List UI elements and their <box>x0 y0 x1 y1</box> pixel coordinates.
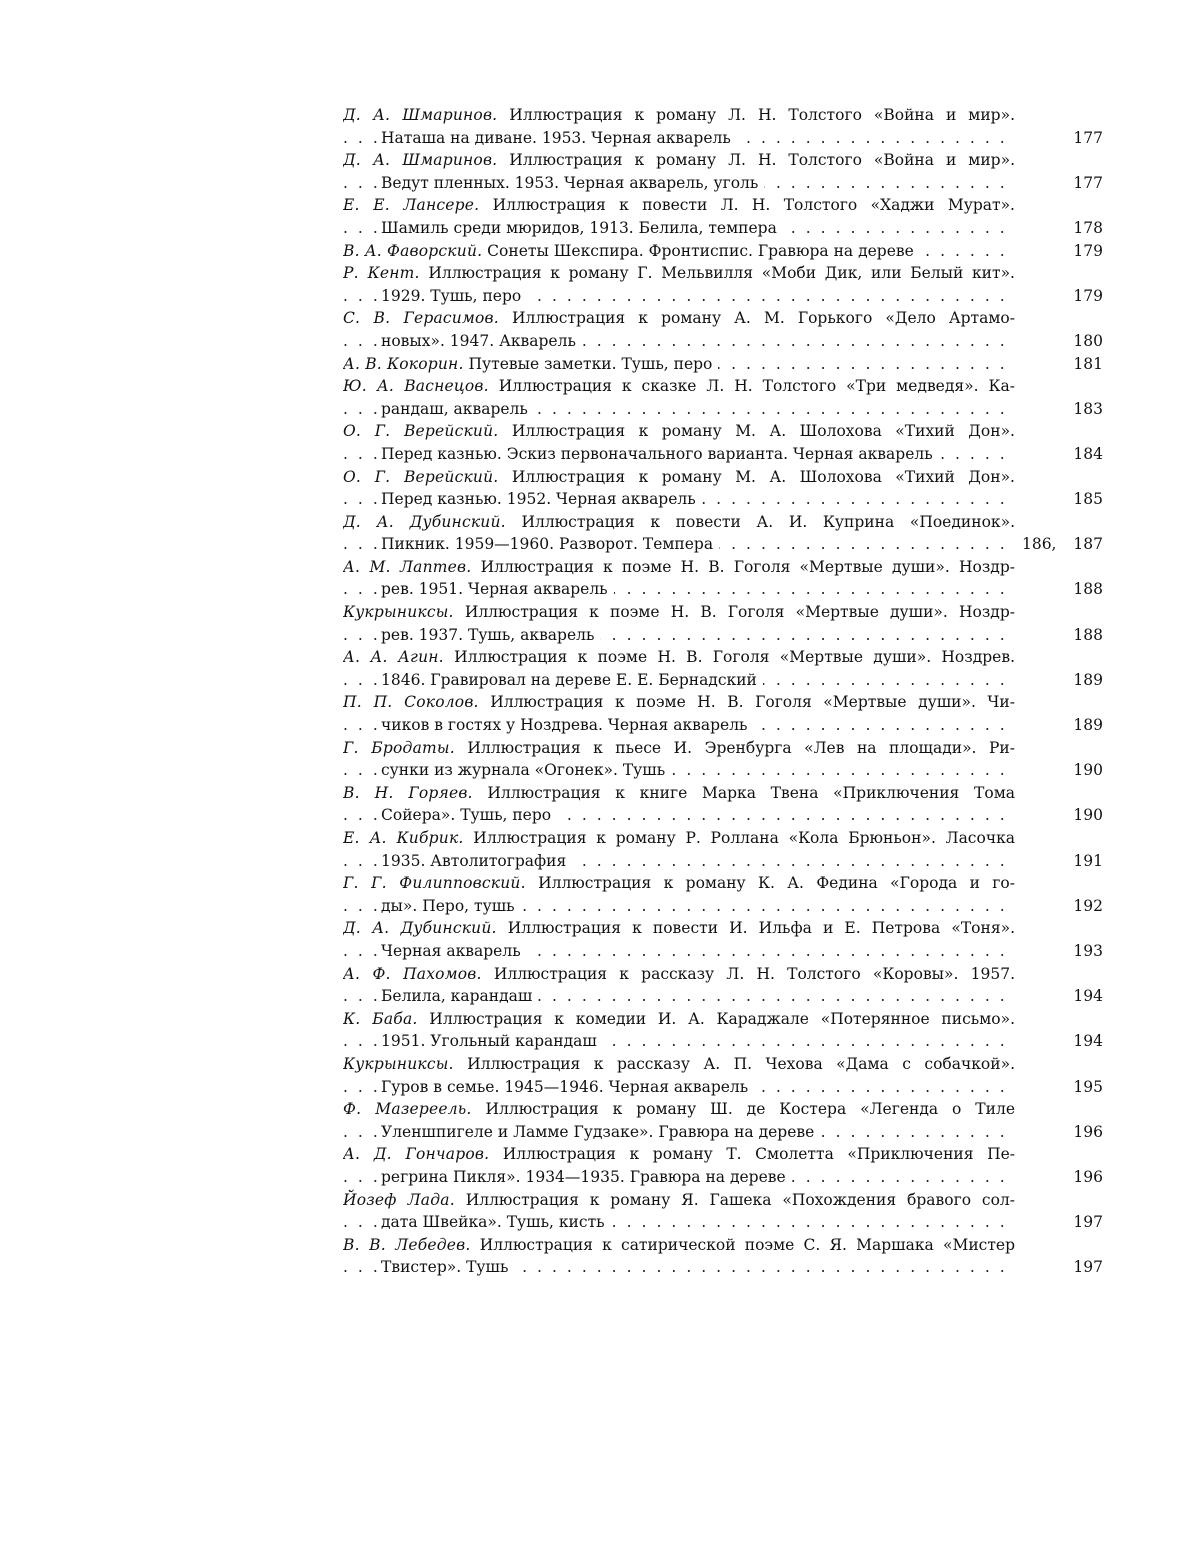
entry-first-line <box>343 375 1015 398</box>
dot-leader: ................................. <box>343 624 1015 647</box>
entry-page-number: 193 <box>1013 940 1103 963</box>
entry-second-line <box>343 895 1015 918</box>
entry-title: Путевые заметки. Тушь, перо <box>464 355 713 373</box>
entry-second-line <box>343 1030 1015 1053</box>
entry-second-line <box>343 804 1015 827</box>
entry-second-line <box>343 533 1015 556</box>
list-entry <box>343 466 1103 511</box>
entry-page-number: 194 <box>1013 1030 1103 1053</box>
list-entry <box>343 149 1103 194</box>
entry-author: А. М. Лаптев. <box>343 558 471 576</box>
entry-second-line <box>343 217 1015 240</box>
entry-author: Ю. А. Васнецов. <box>343 377 489 395</box>
entry-title: Иллюстрация к поэме Н. В. Гоголя «Мертвые души». Ноздрев. <box>444 648 1015 666</box>
entry-page-number: 195 <box>1013 1076 1103 1099</box>
entry-page-number: 179 <box>1013 285 1103 308</box>
entry-title: Иллюстрация к поэме Н. В. Гоголя «Мертвые души». Ноздр- <box>454 603 1015 621</box>
entry-page-number: 188 <box>1013 624 1103 647</box>
entry-second-line <box>343 759 1015 782</box>
entry-second-line <box>343 1166 1015 1189</box>
entry-title: Иллюстрация к пьесе И. Эренбурга «Лев на площади». Ри- <box>455 739 1015 757</box>
entry-detail: Перед казнью. 1952. Черная акварель <box>381 490 702 508</box>
document-page <box>0 0 1200 1543</box>
dot-leader: ............................................. <box>343 895 1015 918</box>
list-entry <box>343 737 1103 782</box>
list-entry <box>343 262 1103 307</box>
entry-detail: 1846. Гравировал на дереве Е. Е. Бернадский <box>381 671 763 689</box>
entry-second-line <box>343 398 1015 421</box>
list-entry <box>343 691 1103 736</box>
entry-author: П. П. Соколов. <box>343 693 479 711</box>
entry-second-line <box>343 940 1015 963</box>
dot-leader: ............................................. <box>343 804 1015 827</box>
entry-first-line <box>343 104 1015 127</box>
entry-author: С. В. Герасимов. <box>343 309 499 327</box>
entry-author: Кукрыниксы. <box>343 603 454 621</box>
entry-second-line <box>343 1076 1015 1099</box>
list-entry <box>343 646 1103 691</box>
entry-second-line <box>343 443 1015 466</box>
entry-title: Иллюстрация к роману А. М. Горького «Дело Артамо- <box>499 309 1015 327</box>
entry-page-number: 196 <box>1013 1166 1103 1189</box>
entry-second-line <box>343 578 1015 601</box>
entry-page-number: 190 <box>1013 759 1103 782</box>
entry-page-number: 177 <box>1013 127 1103 150</box>
entry-page-number: 189 <box>1013 714 1103 737</box>
entry-first-line <box>343 601 1015 624</box>
entry-second-line <box>343 714 1015 737</box>
entry-author: Г. Г. Филипповский. <box>343 874 526 892</box>
entry-detail: Пикник. 1959—1960. Разворот. Темпера <box>381 535 719 553</box>
entry-second-line <box>343 850 1015 873</box>
entry-detail: 1951. Угольный карандаш <box>381 1032 603 1050</box>
entry-title: Иллюстрация к рассказу Л. Н. Толстого «Коровы». 1957. <box>482 965 1015 983</box>
entry-author: Г. Бродаты. <box>343 739 455 757</box>
entry-title: Иллюстрация к роману Ш. де Костера «Легенда о Тиле <box>472 1100 1015 1118</box>
entry-first-line <box>343 353 1015 376</box>
entry-page-number: 197 <box>1013 1256 1103 1279</box>
list-entry <box>343 1189 1103 1234</box>
entry-first-line <box>343 149 1015 172</box>
entry-author: Ф. Мазереель. <box>343 1100 472 1118</box>
entry-detail: новых». 1947. Акварель <box>381 332 582 350</box>
entry-page-number: 189 <box>1013 669 1103 692</box>
entry-page-number: 191 <box>1013 850 1103 873</box>
entry-detail: рандаш, акварель <box>381 400 534 418</box>
dot-leader: ............................................. <box>343 398 1015 421</box>
list-entry <box>343 240 1103 263</box>
entry-title: Иллюстрация к роману Л. Н. Толстого «Война и мир». <box>497 151 1015 169</box>
entry-title: Иллюстрация к роману Г. Мельвилля «Моби Дик, или Белый кит». <box>420 264 1015 282</box>
list-entry <box>343 1053 1103 1098</box>
list-entry <box>343 556 1103 601</box>
dot-leader: ............................................. <box>343 285 1015 308</box>
entry-title: Иллюстрация к поэме Н. В. Гоголя «Мертвые души». Ноздр- <box>471 558 1015 576</box>
list-entry <box>343 420 1103 465</box>
entry-author: Д. А. Дубинский. <box>343 513 506 531</box>
list-entry <box>343 194 1103 239</box>
entry-author: А. Д. Гончаров. <box>343 1145 489 1163</box>
entry-first-line <box>343 963 1015 986</box>
entry-detail: Твистер». Тушь <box>381 1258 514 1276</box>
entry-author: Е. А. Кибрик. <box>343 829 464 847</box>
entry-first-line <box>343 646 1015 669</box>
dot-leader: ................................. <box>343 578 1015 601</box>
entry-page-number: 183 <box>1013 398 1103 421</box>
entry-author: В. А. Фаворский. <box>343 242 482 260</box>
entry-page-number: 181 <box>1013 353 1103 376</box>
dot-leader: ................................. <box>343 1211 1015 1234</box>
entry-first-line <box>343 307 1015 330</box>
entry-author: Р. Кент. <box>343 264 420 282</box>
entry-title: Иллюстрация к роману Т. Смолетта «Приключения Пе- <box>489 1145 1015 1163</box>
list-entry <box>343 104 1103 149</box>
entry-second-line <box>343 127 1015 150</box>
dot-leader: ................................. <box>343 850 1015 873</box>
entry-detail: ды». Перо, тушь <box>381 897 521 915</box>
entry-page-number: 186, 187 <box>963 533 1103 556</box>
entry-first-line <box>343 782 1015 805</box>
entry-first-line <box>343 262 1015 285</box>
entry-page-number: 197 <box>1013 1211 1103 1234</box>
entry-author: Йозеф Лада. <box>343 1191 455 1209</box>
entry-first-line <box>343 466 1015 489</box>
entry-title: Иллюстрация к роману М. А. Шолохова «Тихий Дон». <box>498 422 1015 440</box>
entry-title: Сонеты Шекспира. Фронтиспис. Гравюра на дереве <box>482 242 914 260</box>
list-entry <box>343 307 1103 352</box>
entry-title: Иллюстрация к роману Я. Гашека «Похождения бравого сол- <box>455 1191 1015 1209</box>
entry-first-line <box>343 1098 1015 1121</box>
dot-leader: ................................. <box>343 330 1015 353</box>
entry-second-line <box>343 1256 1015 1279</box>
entry-author: К. Баба. <box>343 1010 418 1028</box>
list-entry <box>343 353 1103 376</box>
entry-author: А. А. Агин. <box>343 648 444 666</box>
entry-second-line <box>343 1211 1015 1234</box>
entry-title: Иллюстрация к повести Л. Н. Толстого «Хаджи Мурат». <box>479 196 1015 214</box>
entry-author: А. Ф. Пахомов. <box>343 965 482 983</box>
dot-leader: ............................................. <box>343 940 1015 963</box>
list-entry <box>343 511 1103 556</box>
list-entry <box>343 963 1103 1008</box>
entry-detail: сунки из журнала «Огонек». Тушь <box>381 761 671 779</box>
entry-page-number: 196 <box>1013 1121 1103 1144</box>
entry-first-line <box>343 872 1015 895</box>
entry-author: Кукрыниксы. <box>343 1055 454 1073</box>
entry-first-line <box>343 556 1015 579</box>
entry-page-number: 192 <box>1013 895 1103 918</box>
entry-detail: регрина Пикля». 1934—1935. Гравюра на дереве <box>381 1168 792 1186</box>
entry-title: Иллюстрация к комедии И. А. Караджале «Потерянное письмо». <box>418 1010 1015 1028</box>
entry-title: Иллюстрация к сказке Л. Н. Толстого «Три медведя». Ка- <box>489 377 1015 395</box>
entry-detail: Гуров в семье. 1945—1946. Черная акварель <box>381 1078 754 1096</box>
entry-detail: Черная акварель <box>381 942 527 960</box>
entry-detail: Сойера». Тушь, перо <box>381 806 557 824</box>
entry-title: Иллюстрация к поэме Н. В. Гоголя «Мертвые души». Чи- <box>479 693 1015 711</box>
entry-first-line <box>343 1008 1015 1031</box>
entry-page-number: 190 <box>1013 804 1103 827</box>
list-entry <box>343 782 1103 827</box>
entry-author: В. В. Лебедев. <box>343 1236 471 1254</box>
entry-detail: Перед казнью. Эскиз первоначального варианта. Черная акварель <box>381 445 939 463</box>
entry-title: Иллюстрация к роману Л. Н. Толстого «Война и мир». <box>497 106 1015 124</box>
entry-detail: рев. 1937. Тушь, акварель <box>381 626 600 644</box>
list-entry <box>343 917 1103 962</box>
dot-leader: ............................................. <box>343 1256 1015 1279</box>
entry-second-line <box>343 488 1015 511</box>
entry-first-line <box>343 240 1015 263</box>
entry-author: А. В. Кокорин. <box>343 355 464 373</box>
entry-title: Иллюстрация к повести А. И. Куприна «Поединок». <box>506 513 1015 531</box>
entry-title: Иллюстрация к рассказу А. П. Чехова «Дама с собачкой». <box>454 1055 1015 1073</box>
entry-author: В. Н. Горяев. <box>343 784 473 802</box>
entry-author: Е. Е. Лансере. <box>343 196 479 214</box>
entry-author: Д. А. Шмаринов. <box>343 106 497 124</box>
entry-first-line <box>343 1053 1015 1076</box>
entry-second-line <box>343 985 1015 1008</box>
entry-first-line <box>343 691 1015 714</box>
entry-title: Иллюстрация к роману Р. Роллана «Кола Брюньон». Ласочка <box>464 829 1015 847</box>
entry-first-line <box>343 827 1015 850</box>
entry-first-line <box>343 420 1015 443</box>
entry-detail: рев. 1951. Черная акварель <box>381 580 614 598</box>
entry-second-line <box>343 172 1015 195</box>
dot-leader: ................................. <box>343 1030 1015 1053</box>
dot-leader: ................................. <box>343 759 1015 782</box>
entry-detail: чиков в гостях у Ноздрева. Черная акварель <box>381 716 754 734</box>
entry-second-line <box>343 669 1015 692</box>
entry-page-number: 178 <box>1013 217 1103 240</box>
list-entry <box>343 375 1103 420</box>
entry-first-line <box>343 737 1015 760</box>
entry-author: Д. А. Дубинский. <box>343 919 497 937</box>
entry-second-line <box>343 330 1015 353</box>
entry-detail: 1935. Автолитография <box>381 852 572 870</box>
entry-page-number: 185 <box>1013 488 1103 511</box>
list-entry <box>343 1234 1103 1279</box>
list-entry <box>343 1143 1103 1188</box>
illustration-list <box>343 104 1103 1279</box>
list-entry <box>343 601 1103 646</box>
entry-first-line <box>343 1143 1015 1166</box>
entry-title: Иллюстрация к книге Марка Твена «Приключения Тома <box>473 784 1015 802</box>
entry-author: Д. А. Шмаринов. <box>343 151 497 169</box>
entry-second-line <box>343 285 1015 308</box>
entry-detail: Наташа на диване. 1953. Черная акварель <box>381 129 737 147</box>
entry-page-number: 188 <box>1013 578 1103 601</box>
entry-first-line <box>343 194 1015 217</box>
entry-page-number: 177 <box>1013 172 1103 195</box>
list-entry <box>343 872 1103 917</box>
entry-detail: дата Швейка». Тушь, кисть <box>381 1213 611 1231</box>
entry-first-line <box>343 917 1015 940</box>
entry-title: Иллюстрация к роману М. А. Шолохова «Тихий Дон». <box>498 468 1015 486</box>
entry-first-line <box>343 1234 1015 1257</box>
dot-leader: ............................................. <box>343 985 1015 1008</box>
entry-page-number: 184 <box>1013 443 1103 466</box>
entry-author: О. Г. Верейский. <box>343 422 498 440</box>
entry-detail: Ведут пленных. 1953. Черная акварель, уголь <box>381 174 764 192</box>
entry-title: Иллюстрация к повести И. Ильфа и Е. Петрова «Тоня». <box>497 919 1015 937</box>
list-entry <box>343 1008 1103 1053</box>
list-entry <box>343 827 1103 872</box>
entry-title: Иллюстрация к сатирической поэме С. Я. Маршака «Мистер <box>471 1236 1015 1254</box>
entry-detail: 1929. Тушь, перо <box>381 287 527 305</box>
list-entry <box>343 1098 1103 1143</box>
entry-detail: Шамиль среди мюридов, 1913. Белила, темпера <box>381 219 783 237</box>
entry-first-line <box>343 1189 1015 1212</box>
entry-detail: Уленшпигеле и Ламме Гудзаке». Гравюра на дереве <box>381 1123 820 1141</box>
entry-second-line <box>343 1121 1015 1144</box>
entry-first-line <box>343 511 1015 534</box>
entry-detail: Белила, карандаш <box>381 987 538 1005</box>
entry-title: Иллюстрация к роману К. А. Федина «Города и го- <box>526 874 1015 892</box>
entry-page-number: 179 <box>1013 240 1103 263</box>
entry-page-number: 180 <box>1013 330 1103 353</box>
entry-author: О. Г. Верейский. <box>343 468 498 486</box>
entry-page-number: 194 <box>1013 985 1103 1008</box>
entry-second-line <box>343 624 1015 647</box>
